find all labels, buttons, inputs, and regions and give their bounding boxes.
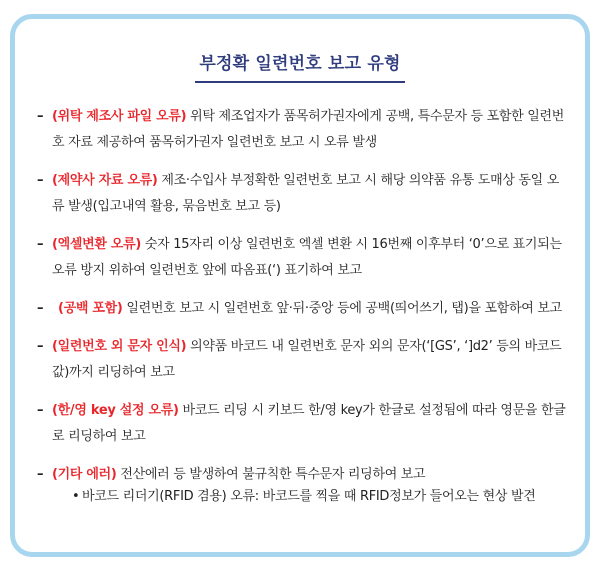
item-text: 제조·수입사 부정확한 일련번호 보고 시 해당 의약품 유통 도매상 동일 오류 발생(입고내역 활용, 묶음번호 보고 등) <box>52 173 560 214</box>
item-label: (한/영 key 설정 오류) <box>52 403 179 418</box>
item-text: 위탁 제조업자가 품목허가권자에게 공백, 특수문자 등 포함한 일련번호 자료 제공하여 품목허가권자 일련번호 보고 시 오류 발생 <box>52 109 565 150</box>
list-item-pharma-data <box>37 168 567 220</box>
list-item-contract-manufacturer <box>37 104 567 156</box>
item-text: 숫자 15자리 이상 일련번호 엑셀 변환 시 16번째 이후부터 ‘0’으로 표기되는 오류 방지 위하여 일련번호 앞에 따옴표(‘) 표기하여 보고 <box>52 237 562 278</box>
sub-note <box>52 484 567 510</box>
item-text: 일련번호 보고 시 일련번호 앞·뒤·중앙 등에 공백(띄어쓰기, 탭)을 포함하여 보고 <box>122 301 562 316</box>
list-item-excel-conversion <box>37 232 567 284</box>
item-text: 의약품 바코드 내 일련번호 문자 외의 문자(‘[GS’, ‘]d2’ 등의 바코드 값)까지 리딩하여 보고 <box>52 339 562 380</box>
error-type-list <box>37 104 567 510</box>
sub-note-text: 바코드 리더기(RFID 겸용) 오류: 바코드를 찍을 때 RFID정보가 들어오는 현상 발견 <box>82 489 536 504</box>
item-text: 바코드 리딩 시 키보드 한/영 key가 한글로 설정됨에 따라 영문을 한글로 리딩하여 보고 <box>52 403 566 444</box>
item-label: (제약사 자료 오류) <box>52 173 158 188</box>
item-label: (기타 에러) <box>52 467 117 482</box>
list-item-language-key <box>37 398 567 450</box>
document-frame <box>10 14 590 557</box>
item-text: 전산에러 등 발생하여 불규칙한 특수문자 리딩하여 보고 <box>116 467 426 482</box>
list-item-other-errors <box>37 462 567 510</box>
title-text: 부정확 일련번호 보고 유형 <box>195 49 404 83</box>
item-label: (일련번호 외 문자 인식) <box>52 339 187 354</box>
dash-marker: – <box>37 237 44 252</box>
page-title <box>15 49 585 83</box>
dash-marker: – <box>37 173 44 188</box>
list-item-extra-characters <box>37 334 567 386</box>
dash-marker: – <box>37 339 44 354</box>
dash-marker: – <box>37 467 44 482</box>
item-label: (위탁 제조사 파일 오류) <box>52 109 187 124</box>
item-label: (엑셀변환 오류) <box>52 237 142 252</box>
item-label: (공백 포함) <box>58 301 123 316</box>
dash-marker: – <box>37 403 44 418</box>
dash-marker: – <box>37 301 44 316</box>
bullet-marker: • <box>72 489 80 504</box>
dash-marker: – <box>37 109 44 124</box>
list-item-whitespace <box>37 296 567 322</box>
